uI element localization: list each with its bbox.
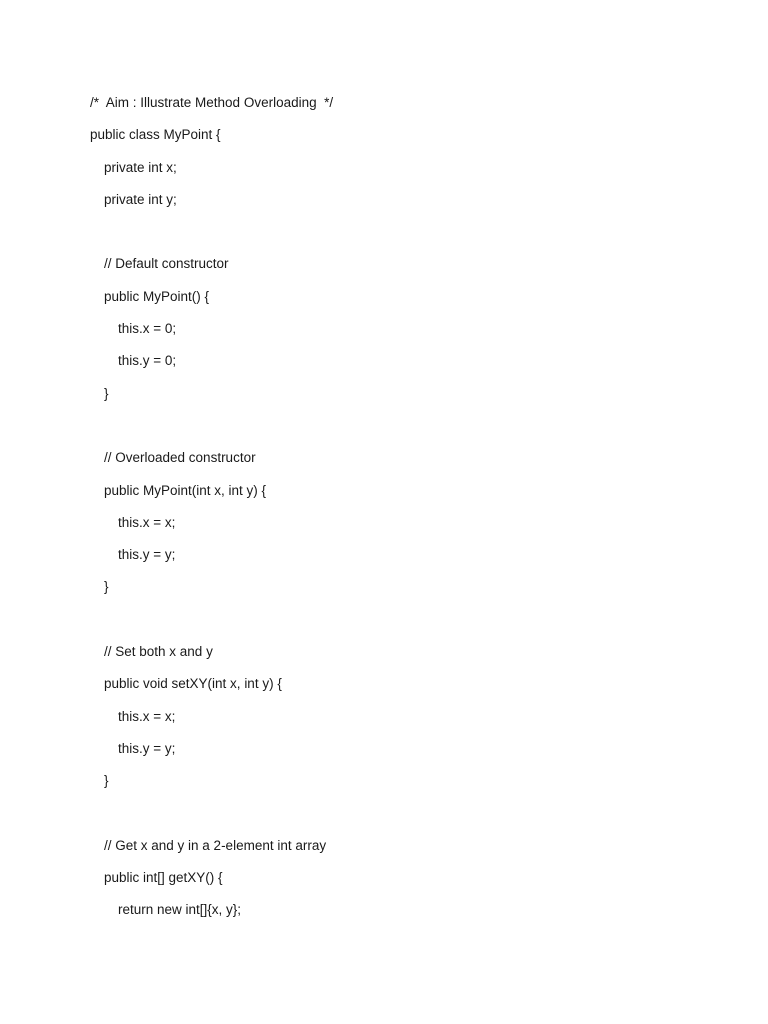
- code-line: public int[] getXY() {: [104, 870, 223, 886]
- comment-line: // Set both x and y: [104, 644, 213, 660]
- code-line: private int x;: [104, 159, 177, 175]
- code-line: public class MyPoint {: [90, 127, 221, 143]
- code-line: this.x = x;: [118, 708, 176, 724]
- code-line: this.y = y;: [118, 547, 176, 563]
- blank-line: [90, 607, 333, 639]
- comment-line: // Get x and y in a 2-element int array: [104, 837, 327, 853]
- blank-line: [90, 801, 333, 833]
- code-line: }: [104, 579, 109, 595]
- code-line: this.x = x;: [118, 514, 176, 530]
- blank-line: [90, 413, 333, 445]
- comment-line: // Default constructor: [104, 256, 229, 272]
- code-line: public MyPoint(int x, int y) {: [104, 482, 267, 498]
- code-line: private int y;: [104, 191, 177, 207]
- code-listing: [90, 90, 333, 930]
- blank-line: [90, 219, 333, 251]
- code-line: this.y = y;: [118, 740, 176, 756]
- aim-comment-line: /* Aim : Illustrate Method Overloading */: [90, 95, 334, 110]
- code-line: return new int[]{x, y};: [118, 902, 242, 918]
- code-line: this.x = 0;: [118, 321, 177, 337]
- code-line: public void setXY(int x, int y) {: [104, 676, 282, 692]
- code-line: }: [104, 773, 109, 789]
- comment-line: // Overloaded constructor: [104, 450, 256, 466]
- code-line: this.y = 0;: [118, 353, 177, 369]
- code-line: public MyPoint() {: [104, 288, 210, 304]
- code-line: }: [104, 385, 109, 401]
